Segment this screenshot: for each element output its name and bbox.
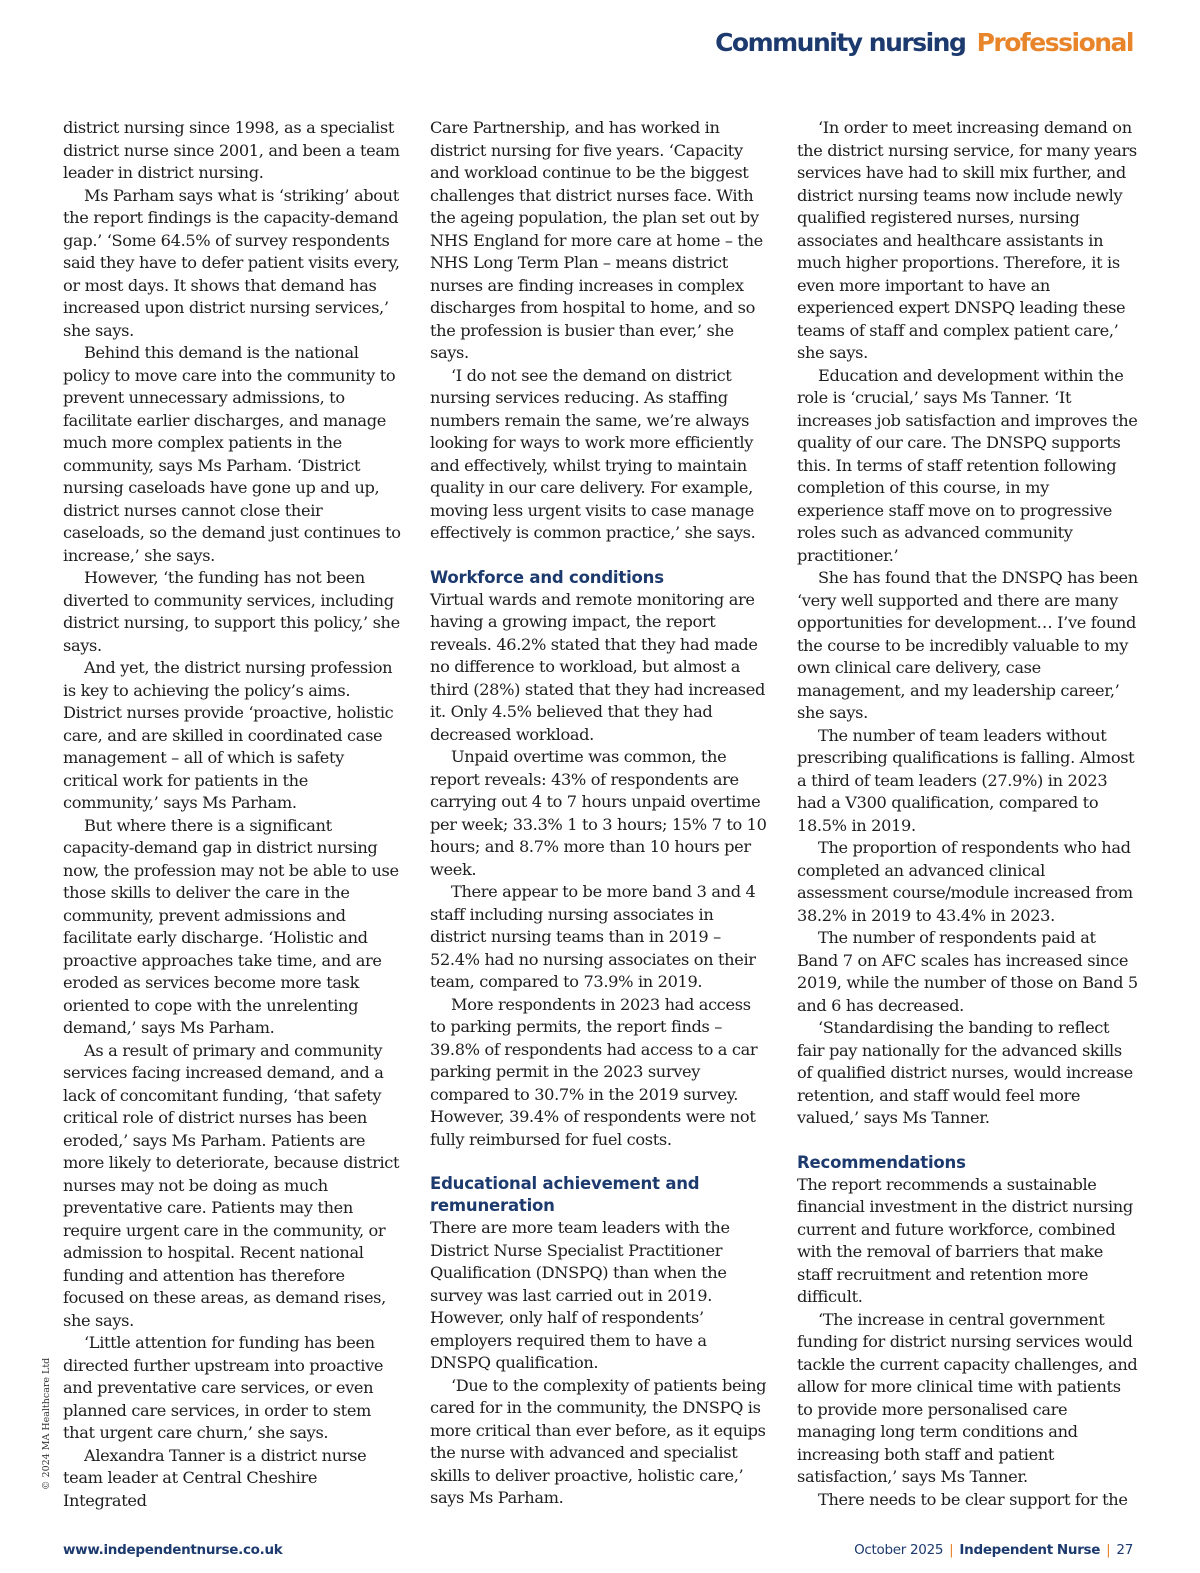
copyright-notice: © 2024 MA Healthcare Ltd bbox=[41, 1357, 52, 1490]
paragraph: Behind this demand is the national policy to move care into the community to prevent unnecessary admissions, to facilitate earlier discharges, and manage much more complex patients in the community, says Ms Parham. ‘District nursing caseloads have gone up and up, district nurses cannot close their caseloads, so the demand just continues to increase,’ she says. bbox=[63, 343, 401, 565]
paragraph: The proportion of respondents who had completed an advanced clinical assessment course/module increased from 38.2% in 2019 to 43.4% in 2023. bbox=[797, 838, 1133, 925]
page-header bbox=[715, 28, 1133, 57]
footer-website-link[interactable]: www.independentnurse.co.uk bbox=[63, 1542, 283, 1558]
category-label: Professional bbox=[976, 28, 1133, 57]
paragraph: ‘In order to meet increasing demand on the district nursing service, for many years services have had to skill mix further, and district nursing teams now include newly qualified registered nurses, nursing associates and healthcare assistants in much higher proportions. Therefore, it is even more important to have an experienced expert DNSPQ leading these teams of staff and complex patient care,’ she says. bbox=[797, 118, 1137, 362]
paragraph: There appear to be more band 3 and 4 staff including nursing associates in district nursing teams than in 2019 – 52.4% had no nursing associates on their team, compared to 73.9% in 2019. bbox=[430, 882, 756, 991]
paragraph: district nursing since 1998, as a specialist district nurse since 2001, and been a team leader in district nursing. bbox=[63, 118, 400, 182]
paragraph: Ms Parham says what is ‘striking’ about the report findings is the capacity-demand gap.’ ‘Some 64.5% of survey respondents said they have to defer patient visits every, or most days. It shows that demand has increased upon district nursing services,’ she says. bbox=[63, 185, 400, 340]
paragraph: Virtual wards and remote monitoring are having a growing impact, the report reveals. 46.2% stated that they had made no difference to workload, but almost a third (28%) stated that they had increased it. Only 4.5% believed that they had decreased workload. bbox=[430, 589, 765, 744]
section-title: Community nursing bbox=[715, 28, 966, 57]
paragraph: More respondents in 2023 had access to parking permits, the report finds – 39.8% of respondents had access to a car parking permit in the 2023 survey compared to 30.7% in the 2019 survey. However, 39.4% of respondents were not fully reimbursed for fuel costs. bbox=[430, 994, 758, 1149]
article-column-2 bbox=[430, 117, 770, 1510]
paragraph: She has found that the DNSPQ has been ‘very well supported and there are many opportunities for development… I’ve found the course to be incredibly valuable to my own clinical care delivery, case management, and my leadership career,’ she says. bbox=[797, 568, 1138, 722]
article-column-1 bbox=[63, 117, 403, 1512]
subheading-education: Educational achievement and remuneration bbox=[430, 1174, 700, 1215]
paragraph: There needs to be clear support for the bbox=[818, 1489, 1128, 1509]
subheading-recommendations: Recommendations bbox=[797, 1152, 966, 1172]
page-number: 27 bbox=[1116, 1542, 1133, 1558]
paragraph: The number of respondents paid at Band 7 on AFC scales has increased since 2019, while the number of those on Band 5 and 6 has decreased. bbox=[797, 928, 1138, 1015]
divider: | bbox=[949, 1542, 954, 1558]
article-column-3 bbox=[797, 117, 1139, 1511]
paragraph: And yet, the district nursing profession is key to achieving the policy’s aims. District nurses provide ‘proactive, holistic care, and are skilled in coordinated case management – all of which is safety critical work for patients in the community,’ says Ms Parham. bbox=[63, 658, 394, 812]
paragraph: Unpaid overtime was common, the report reveals: 43% of respondents are carrying out 4 to 7 hours unpaid overtime per week; 33.3% 1 to 3 hours; 15% 7 to 10 hours; and 8.7% more than 10 hours per week. bbox=[430, 747, 767, 879]
divider: | bbox=[1106, 1542, 1111, 1558]
issue-date: October 2025 bbox=[854, 1542, 944, 1558]
paragraph: ‘Due to the complexity of patients being cared for in the community, the DNSPQ is more critical than ever before, as it equips the nurse with advanced and specialist skills to deliver proactive, holistic care,’ says Ms Parham. bbox=[430, 1375, 767, 1507]
paragraph: Education and development within the role is ‘crucial,’ says Ms Tanner. ‘It increases job satisfaction and improves the quality of our care. The DNSPQ supports this. In terms of staff retention following completion of this course, in my experience staff move on to progressive roles such as advanced community practitioner.’ bbox=[797, 365, 1138, 565]
paragraph: ‘The increase in central government funding for district nursing services would tackle the current capacity challenges, and allow for more clinical time with patients to provide more personalised care managing long term conditions and increasing both staff and patient satisfaction,’ says Ms Tanner. bbox=[797, 1309, 1138, 1486]
paragraph: However, ‘the funding has not been diverted to community services, including district nursing, to support this policy,’ she says. bbox=[63, 568, 400, 655]
paragraph: The report recommends a sustainable financial investment in the district nursing current and future workforce, combined with the removal of barriers that make staff recruitment and retention more difficult. bbox=[797, 1174, 1133, 1306]
publication-name-first: Independent bbox=[959, 1542, 1053, 1558]
subheading-workforce: Workforce and conditions bbox=[430, 567, 664, 587]
paragraph: Alexandra Tanner is a district nurse team leader at Central Cheshire Integrated bbox=[63, 1445, 367, 1510]
paragraph: ‘I do not see the demand on district nursing services reducing. As staffing numbers remain the same, we’re always looking for ways to work more efficiently and effectively, whilst trying to maintain quality in our care delivery. For example, moving less urgent visits to case manage effectively is common practice,’ she says. bbox=[430, 365, 756, 542]
publication-name-second: Nurse bbox=[1056, 1542, 1101, 1558]
paragraph: But where there is a significant capacity-demand gap in district nursing now, the profession may not be able to use those skills to deliver the care in the community, prevent admissions and facilitate early discharge. ‘Holistic and proactive approaches take time, and are eroded as services become more task oriented to cope with the unrelenting demand,’ says Ms Parham. bbox=[63, 815, 399, 1037]
paragraph: Care Partnership, and has worked in district nursing for five years. ‘Capacity and workload continue to be the biggest challenges that district nurses face. With the ageing population, the plan set out by NHS England for more care at home – the NHS Long Term Plan – means district nurses are finding increases in complex discharges from hospital to home, and so the profession is busier than ever,’ she says. bbox=[430, 118, 763, 362]
paragraph: ‘Little attention for funding has been directed further upstream into proactive and preventative care services, or even planned care services, in order to stem that urgent care churn,’ she says. bbox=[63, 1333, 384, 1442]
paragraph: There are more team leaders with the District Nurse Specialist Practitioner Qualification (DNSPQ) than when the survey was last carried out in 2019. However, only half of respondents’ employers required them to have a DNSPQ qualification. bbox=[430, 1218, 730, 1372]
paragraph: ‘Standardising the banding to reflect fair pay nationally for the advanced skills of qualified district nurses, would increase retention, and staff would feel more valued,’ says Ms Tanner. bbox=[797, 1018, 1133, 1127]
footer-publication-info bbox=[854, 1542, 1133, 1558]
paragraph: As a result of primary and community services facing increased demand, and a lack of concomitant funding, ‘that safety critical role of district nurses has been eroded,’ says Ms Parham. Patients are more likely to deteriorate, because district nurses may not be doing as much preventative care. Patients may then require urgent care in the community, or admission to hospital. Recent national funding and attention has therefore focused on these areas, as demand rises, she says. bbox=[63, 1040, 400, 1330]
paragraph: The number of team leaders without prescribing qualifications is falling. Almost a third of team leaders (27.9%) in 2023 had a V300 qualification, compared to 18.5% in 2019. bbox=[797, 725, 1135, 835]
